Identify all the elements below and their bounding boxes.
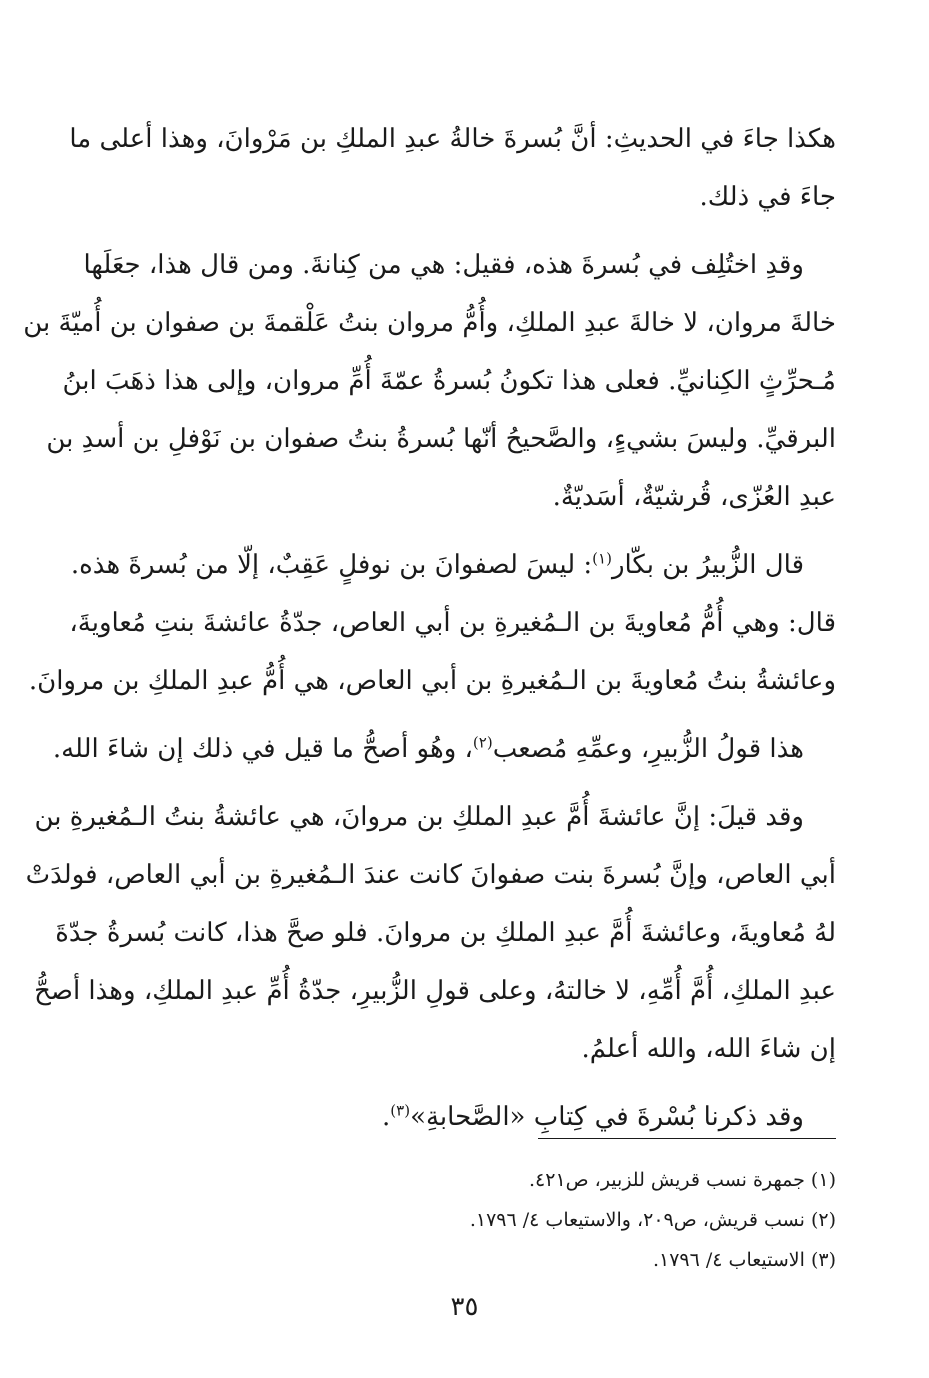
text-line: البرقيِّ. وليسَ بشيءٍ، والصَّحيحُ أنّها بُسرةُ بنتُ صفوان بن نَوْفلِ بن أسدِ بن — [46, 424, 836, 454]
text-segment: هذا قولُ الزُّبيرِ، وعمِّهِ مُصعب — [492, 734, 804, 764]
footnote-ref-2[interactable]: (٢) — [472, 733, 493, 752]
footnote-2: (٢) نسب قريش، ص٢٠٩، والاستيعاب ٤/ ١٧٩٦. — [469, 1209, 836, 1231]
text-line — [70, 536, 836, 594]
paragraph-4 — [52, 720, 836, 778]
footnote-1: (١) جمهرة نسب قريش للزبير، ص٤٢١. — [529, 1169, 836, 1191]
text-line: قال: وهي أُمُّ مُعاويةَ بن الـمُغيرةِ بن أبي العاص، جدّةُ عائشةَ بنتِ مُعاويةَ، — [69, 608, 836, 638]
footnote-3: (٣) الاستيعاب ٤/ ١٧٩٦. — [652, 1249, 836, 1271]
text-line: لهُ مُعاويةَ، وعائشةَ أُمَّ عبدِ الملكِ بن مروانَ. فلو صحَّ هذا، كانت بُسرةُ جدّةَ — [55, 918, 836, 948]
text-line: وقدِ اختُلِف في بُسرةَ هذه، فقيل: هي من كِنانةَ. ومن قال هذا، جعَلَها — [83, 250, 804, 280]
page-number: ٣٥ — [450, 1292, 479, 1322]
text-line: عبدِ العُزّى، قُرشيّةٌ، أسَديّةٌ. — [552, 482, 836, 512]
text-segment: : ليسَ لصفوانَ بن نوفلٍ عَقِبٌ، إلّا من بُسرةَ هذه. — [70, 550, 593, 580]
text-segment: قال الزُّبيرُ بن بكّار — [611, 550, 804, 580]
paragraph-5 — [25, 788, 836, 1078]
text-line: هكذا جاءَ في الحديثِ: أنَّ بُسرةَ خالةُ عبدِ الملكِ بن مَرْوانَ، وهذا أعلى ما — [69, 124, 836, 154]
footnote-ref-1[interactable]: (١) — [592, 549, 612, 568]
text-line: أبي العاص، وإنَّ بُسرةَ بنت صفوانَ كانت عندَ الـمُغيرةِ بن أبي العاص، فولدَتْ — [25, 860, 836, 890]
text-line: خالةَ مروان، لا خالةَ عبدِ الملكِ، وأُمُّ مروان بنتُ عَلْقمةَ بن صفوان بن أُميّةَ بن — [23, 308, 836, 338]
text-line: وعائشةُ بنتُ مُعاويةَ بن الـمُغيرةِ بن أبي العاص، هي أُمُّ عبدِ الملكِ بن مروانَ. — [28, 666, 836, 696]
text-segment: وقد ذكرنا بُسْرةَ في كِتابِ «الصَّحابةِ» — [410, 1102, 804, 1132]
text-line: إن شاءَ الله، والله أعلمُ. — [581, 1034, 836, 1064]
footnote-divider — [538, 1138, 836, 1139]
paragraph-3 — [28, 536, 836, 710]
paragraph-1 — [69, 110, 836, 226]
text-line: وقد قيلَ: إنَّ عائشةَ أُمَّ عبدِ الملكِ بن مروانَ، هي عائشةُ بنتُ الـمُغيرةِ بن — [34, 802, 804, 832]
text-segment: . — [382, 1102, 391, 1132]
text-segment: ، وهُو أصحُّ ما قيل في ذلك إن شاءَ الله. — [52, 734, 473, 764]
text-line: عبدِ الملكِ، أُمَّ أُمِّهِ، لا خالتهُ، وعلى قولِ الزُّبيرِ، جدّةُ أُمِّ عبدِ الملكِ، وهذا أصحُّ — [34, 976, 836, 1006]
paragraph-2 — [23, 236, 836, 526]
footnotes — [100, 1160, 836, 1280]
text-line — [52, 720, 836, 778]
footnote-ref-3[interactable]: (٣) — [390, 1101, 411, 1120]
page-body — [23, 110, 836, 1156]
text-line: جاءَ في ذلك. — [699, 182, 836, 212]
text-line: مُـحرِّثٍ الكِنانيِّ. فعلى هذا تكونُ بُسرةُ عمّةَ أُمِّ مروان، وإلى هذا ذهَبَ ابنُ — [62, 366, 836, 396]
